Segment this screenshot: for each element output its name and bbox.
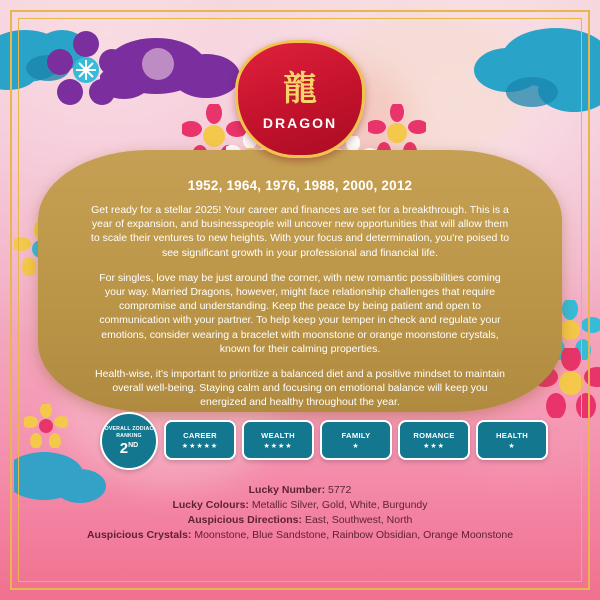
category-label: WEALTH <box>261 430 295 440</box>
category-label: ROMANCE <box>413 430 455 440</box>
ranking-badges <box>100 412 529 470</box>
dragon-chinese-character: 龍 <box>283 68 317 109</box>
auspicious-crystals-value: Moonstone, Blue Sandstone, Rainbow Obsidian, Orange Moonstone <box>194 529 514 541</box>
category-stars: ★ <box>352 442 360 450</box>
dragon-medallion <box>225 40 375 160</box>
auspicious-crystals-label: Auspicious Crystals: <box>86 529 192 541</box>
category-stars: ★★★★★ <box>181 442 219 450</box>
forecast-paragraph-health: Health-wise, it's important to prioritize a balanced diet and a positive mindset to maintain overall well-being. Staying calm and focusing on emotional balance will keep you energized and healthy throughout the year. <box>95 368 505 409</box>
lucky-number-value: 5772 <box>328 484 352 496</box>
lucky-number-line <box>0 483 600 498</box>
flower-icon <box>24 404 68 448</box>
cloud-icon <box>446 18 600 128</box>
auspicious-directions-value: East, Southwest, North <box>304 514 413 526</box>
category-romance <box>398 420 470 460</box>
overall-ranking-label: OVERALL ZODIAC RANKING <box>104 426 154 439</box>
lucky-details <box>0 483 600 543</box>
category-family <box>320 420 392 460</box>
lucky-colours-label: Lucky Colours: <box>172 499 249 511</box>
overall-ranking-badge <box>100 412 158 470</box>
zodiac-sign-label: DRAGON <box>262 114 338 131</box>
frame-corner <box>554 554 590 590</box>
auspicious-directions-line <box>0 513 600 528</box>
category-career <box>164 420 236 460</box>
forecast-paragraph-love: For singles, love may be just around the corner, with new romantic possibilities coming your way. Married Dragons, however, might face relationship challenges that require compromise and understanding. Keep the peace by being patient and open to communication with your partner. To help keep your temper in check and regulate your emotions, consider wearing a bracelet with moonstone or orange moonstone crystals, known for their calming properties. <box>99 271 501 355</box>
lucky-colours-value: Metallic Silver, Gold, White, Burgundy <box>251 499 428 511</box>
category-wealth <box>242 420 314 460</box>
lucky-number-label: Lucky Number: <box>248 484 326 496</box>
category-label: CAREER <box>183 430 217 440</box>
category-label: HEALTH <box>495 430 529 440</box>
overall-ranking-number: 2 <box>119 439 129 457</box>
auspicious-directions-label: Auspicious Directions: <box>187 514 303 526</box>
medallion-body <box>235 40 365 158</box>
zodiac-years: 1952, 1964, 1976, 1988, 2000, 2012 <box>187 178 413 193</box>
category-stars: ★★★★ <box>263 442 293 450</box>
forecast-paragraph-career: Get ready for a stellar 2025! Your career and finances are set for a breakthrough. This is a year of expansion, and businesspeople will uncover new opportunities that will allow them to scale their ventures to new heights. With your focus and determination, you're poised to see significant growth in your professional and financial life. <box>90 204 510 259</box>
category-stars: ★ <box>508 442 516 450</box>
flower-icon <box>46 30 126 110</box>
frame-corner <box>10 554 46 590</box>
category-health <box>476 420 548 460</box>
forecast-panel <box>38 150 562 412</box>
lucky-colours-line <box>0 498 600 513</box>
category-label: FAMILY <box>341 430 371 440</box>
category-stars: ★★★ <box>423 442 445 450</box>
auspicious-crystals-line <box>0 528 600 543</box>
overall-ranking-suffix: ND <box>128 441 139 449</box>
overall-ranking-value <box>120 441 138 456</box>
